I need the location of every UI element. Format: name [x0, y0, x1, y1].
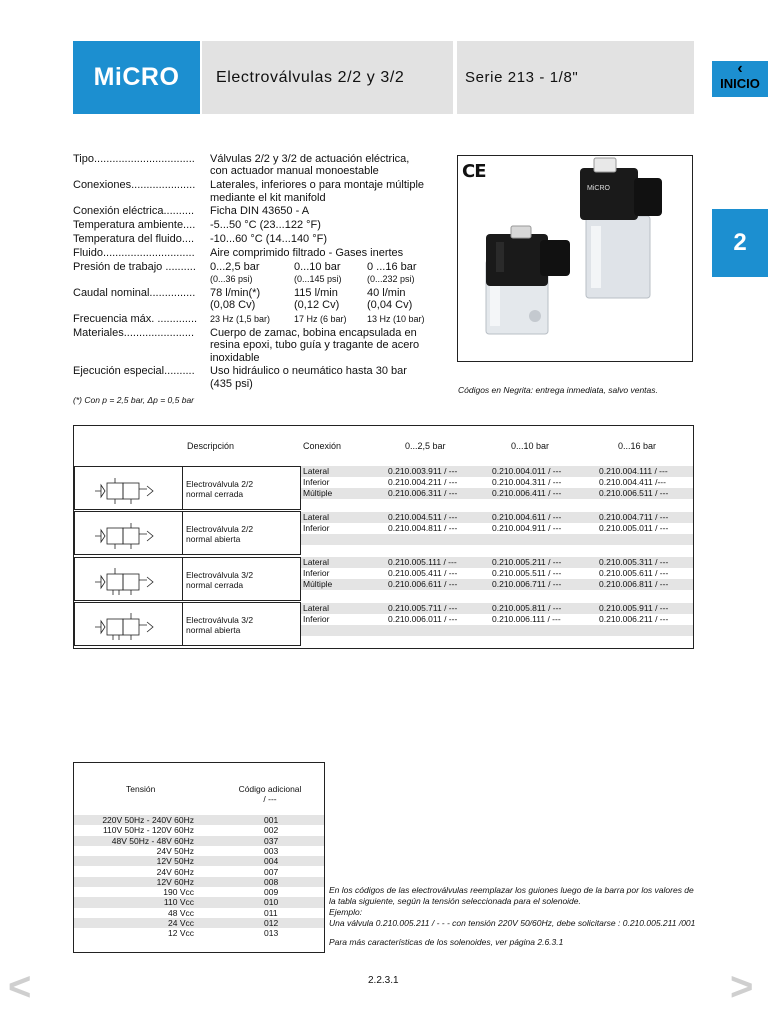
- ce-mark: CE: [462, 161, 486, 182]
- tension-value: 24V 50Hz: [156, 845, 194, 856]
- code-value: 004: [264, 856, 279, 867]
- group-description: Electroválvula 3/2 normal abierta: [183, 602, 301, 646]
- table-row: [74, 815, 324, 825]
- code-value: 007: [264, 866, 279, 877]
- table-header: Código adicional / ---: [238, 784, 302, 804]
- inicio-label: INICIO: [720, 76, 760, 91]
- code-value: 009: [264, 887, 279, 898]
- micro-logo: MiCRO: [73, 41, 200, 114]
- table-row: [74, 877, 324, 887]
- table-row: Lateral 0.210.004.511 / --- 0.210.004.611 / --- 0.210.004.711 / ---: [301, 512, 693, 523]
- tension-value: 110 Vcc: [163, 897, 194, 908]
- group-description: Electroválvula 2/2 normal cerrada: [183, 466, 301, 510]
- spec-row: Tipo................................. Válvulas 2/2 y 3/2 de actuación eléctrica, con actuador manual monoestable: [73, 153, 410, 178]
- coil-brand-label: MiCRO: [587, 185, 610, 192]
- tension-value: 110V 50Hz - 120V 60Hz: [102, 825, 194, 836]
- photo-caption: Códigos en Negrita: entrega inmediata, salvo ventas.: [458, 385, 658, 395]
- solenoid-valves-image: [458, 156, 692, 361]
- table-header: 0...10 bar: [511, 441, 550, 451]
- table-row: Inferior 0.210.004.211 / --- 0.210.004.311 / --- 0.210.004.411 /---: [303, 477, 666, 487]
- spec-row: Temperatura del fluido.... -10...60 °C (14...140 °F): [73, 233, 328, 245]
- code-value: 010: [264, 897, 279, 908]
- table-row: Múltiple 0.210.006.311 / --- 0.210.006.411 / --- 0.210.006.511 / ---: [301, 488, 693, 499]
- tension-value: 24V 60Hz: [156, 866, 194, 877]
- group-description: Electroválvula 2/2 normal abierta: [183, 511, 301, 555]
- group-rows: [301, 512, 693, 545]
- tension-value: 12V 60Hz: [156, 876, 194, 887]
- table-row: [74, 846, 324, 856]
- table-row: Inferior 0.210.005.411 / --- 0.210.005.511 / --- 0.210.005.611 / ---: [303, 568, 669, 578]
- table-header: 0...16 bar: [618, 441, 657, 451]
- table-row: Múltiple 0.210.006.611 / --- 0.210.006.711 / --- 0.210.006.811 / ---: [301, 579, 693, 590]
- tension-value: 12 Vcc: [168, 928, 194, 939]
- table-row-empty: [301, 534, 693, 545]
- table-row: [74, 867, 324, 877]
- chapter-tab[interactable]: 2: [712, 209, 768, 277]
- valve-symbol-3-2-na: [74, 602, 183, 646]
- code-instructions: En los códigos de las electroválvulas reemplazar los guiones luego de la barra por los valores de la tabla siguiente, según la tensión seleccionada para el solenoide. Ejemplo: Una válvula 0.210.005.211 / - - - con tensión 220V 50/60Hz, debe solicitarse : 0.210.005.211 /001 Para más características de los solenoides, ver página 2.6.3.1: [329, 885, 696, 947]
- group-rows: [301, 557, 693, 590]
- code-value: 013: [264, 928, 279, 939]
- table-header: 0...2,5 bar: [405, 441, 446, 451]
- table-row-empty: [301, 625, 693, 636]
- tension-value: 24 Vcc: [168, 918, 194, 928]
- spec-row-frecuencia: Frecuencia máx. ............. 23 Hz (1,5 bar) 17 Hz (6 bar) 13 Hz (10 bar): [73, 313, 425, 325]
- table-row: Lateral 0.210.005.711 / --- 0.210.005.811 / --- 0.210.005.911 / ---: [301, 603, 693, 614]
- valve-symbol-3-2-nc: [74, 557, 183, 601]
- spec-row-materiales: Materiales....................... Cuerpo de zamac, bobina encapsulada en resina epoxi, tubo guía y tragante de acero inoxidable: [73, 326, 420, 364]
- spec-row: Conexión eléctrica.......... Ficha DIN 43650 - A: [73, 205, 310, 218]
- group-rows: [301, 603, 693, 636]
- tension-value: 48V 50Hz - 48V 60Hz: [111, 835, 194, 846]
- table-row: [74, 887, 324, 897]
- page-title: Electroválvulas 2/2 y 3/2: [202, 41, 453, 114]
- serie-label: Serie 213 - 1/8": [457, 41, 694, 114]
- group-description: Electroválvula 3/2 normal cerrada: [183, 557, 301, 601]
- tension-value: 190 Vcc: [163, 887, 194, 898]
- inicio-button[interactable]: [712, 61, 768, 97]
- spec-row: Fluido.............................. Aire comprimido filtrado - Gases inertes: [73, 246, 404, 259]
- table-row: [74, 836, 324, 846]
- code-value: 011: [264, 907, 278, 918]
- code-value: 001: [264, 815, 279, 825]
- table-row: [74, 897, 324, 907]
- group-rows: [301, 466, 693, 499]
- table-row: Lateral 0.210.003.911 / --- 0.210.004.011 / --- 0.210.004.111 / ---: [301, 466, 693, 477]
- specs-list: [73, 153, 448, 392]
- spec-row-caudal: Caudal nominal............... 78 l/min(*) 115 l/min 40 l/min (0,08 Cv) (0,12 Cv) (0,04 Cv): [73, 286, 413, 312]
- table-row: Lateral 0.210.005.111 / --- 0.210.005.211 / --- 0.210.005.311 / ---: [301, 557, 693, 568]
- table-header: Conexión: [303, 441, 342, 451]
- table-row: [74, 825, 324, 835]
- footnote-conditions: (*) Con p = 2,5 bar, Δp = 0,5 bar: [73, 395, 194, 405]
- tension-table: [73, 762, 325, 953]
- tension-value: 220V 50Hz - 240V 60Hz: [102, 815, 194, 825]
- code-value: 002: [264, 825, 279, 836]
- tension-value: 12V 50Hz: [156, 856, 194, 867]
- code-value: 037: [264, 835, 279, 846]
- product-photo: [457, 155, 693, 362]
- spec-row: Conexiones..................... Laterales, inferiores o para montaje múltiple mediante el kit manifold: [73, 179, 425, 204]
- code-value: 003: [264, 845, 279, 856]
- table-header: Tensión: [126, 784, 156, 794]
- code-value: 012: [264, 918, 279, 928]
- table-row: Inferior 0.210.006.011 / --- 0.210.006.111 / --- 0.210.006.211 / ---: [303, 614, 669, 624]
- table-row: [74, 856, 324, 866]
- table-row: [74, 918, 324, 928]
- tension-value: 48 Vcc: [168, 907, 194, 918]
- valve-symbol-2-2-na: [74, 511, 183, 555]
- codes-table: [73, 425, 694, 649]
- table-row: Inferior 0.210.004.811 / --- 0.210.004.911 / --- 0.210.005.011 / ---: [303, 523, 669, 533]
- page-number: 2.2.3.1: [368, 975, 399, 986]
- table-row: [74, 928, 324, 938]
- chevron-left-icon: ‹: [737, 60, 743, 77]
- prev-page-arrow-icon[interactable]: <: [8, 965, 32, 1009]
- code-value: 008: [264, 876, 279, 887]
- spec-row: Ejecución especial.......... Uso hidráulico o neumático hasta 30 bar (435 psi): [73, 365, 407, 390]
- valve-symbol-2-2-nc: [74, 466, 183, 510]
- next-page-arrow-icon[interactable]: >: [730, 965, 754, 1009]
- spec-row: Temperatura ambiente.... -5...50 °C (23...122 °F): [73, 219, 321, 232]
- table-header: Descripción: [187, 441, 235, 451]
- spec-row-presion: Presión de trabajo .......... 0...2,5 bar 0...10 bar 0 ...16 bar (0...36 psi) (0...145 psi) (0...232 psi): [73, 260, 417, 284]
- table-row: [74, 908, 324, 918]
